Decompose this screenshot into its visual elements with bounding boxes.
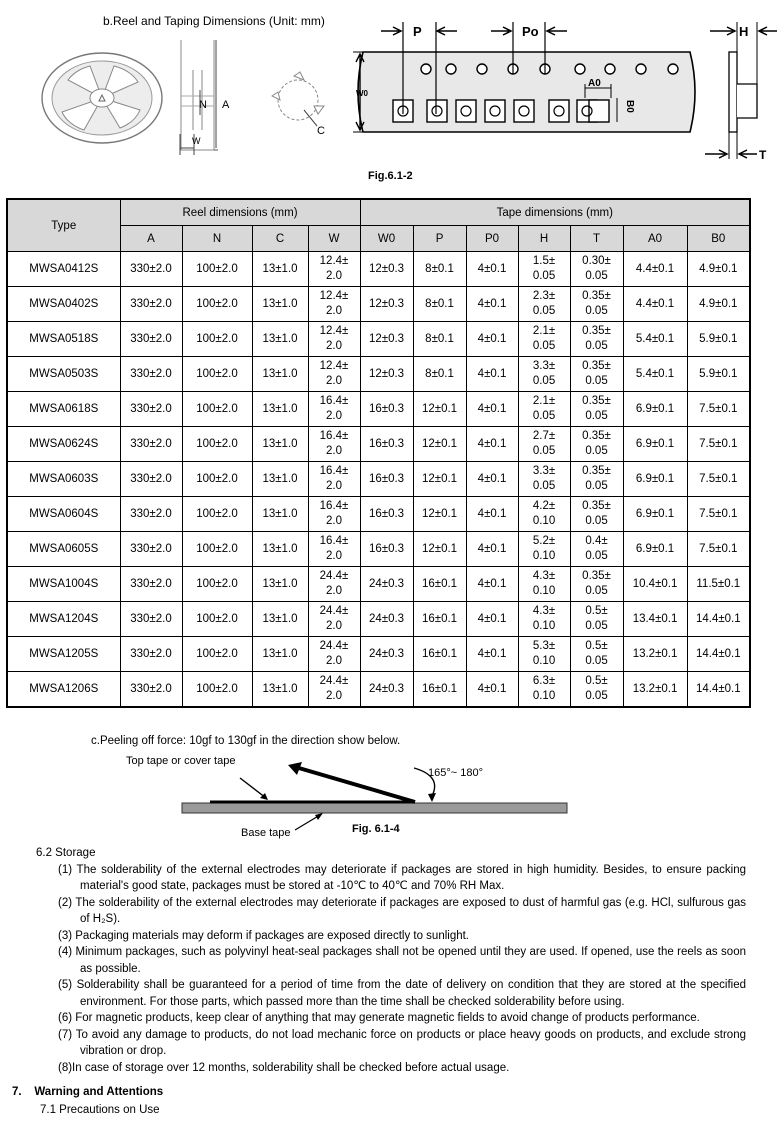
cell-t-value: 0.35± — [582, 570, 611, 582]
cell-h-value: 3.3± — [532, 360, 556, 372]
cell-w-value: 16.4± — [319, 465, 349, 477]
storage-item-5: (5) Solderability shall be guaranteed for a period of time from the date of delivery on condition that they are stored at the specified environment. For those parts, which passed more than the time shall be checked solderability before using. — [58, 979, 746, 1008]
cell-h-tolerance: 0.05 — [532, 410, 556, 422]
cell-type: MWSA1204S — [7, 602, 120, 637]
col-header-p: P — [413, 226, 466, 252]
cell-type: MWSA0618S — [7, 392, 120, 427]
cell-n: 100±2.0 — [182, 322, 252, 357]
cell-w — [308, 322, 360, 357]
cell-w0: 16±0.3 — [360, 427, 413, 462]
cell-p: 8±0.1 — [413, 252, 466, 287]
table-row — [7, 637, 750, 672]
cell-n: 100±2.0 — [182, 392, 252, 427]
cell-p0: 4±0.1 — [466, 252, 518, 287]
cell-w0: 16±0.3 — [360, 462, 413, 497]
cell-p: 12±0.1 — [413, 392, 466, 427]
cell-w-value: 12.4± — [319, 290, 349, 302]
cell-n: 100±2.0 — [182, 637, 252, 672]
cell-p0: 4±0.1 — [466, 672, 518, 708]
cell-n: 100±2.0 — [182, 672, 252, 708]
cell-p: 16±0.1 — [413, 602, 466, 637]
cell-w-value: 24.4± — [319, 605, 349, 617]
cell-h-value: 4.3± — [532, 605, 556, 617]
cell-n: 100±2.0 — [182, 602, 252, 637]
cell-p0: 4±0.1 — [466, 357, 518, 392]
cell-t-tolerance: 0.05 — [585, 690, 608, 702]
col-header-b0: B0 — [687, 226, 750, 252]
cell-h-tolerance: 0.10 — [532, 655, 556, 667]
cell-b0: 7.5±0.1 — [687, 427, 750, 462]
cell-w-value: 12.4± — [319, 255, 349, 267]
cell-w-tolerance: 2.0 — [326, 515, 342, 527]
cell-h — [518, 322, 570, 357]
cell-w0: 12±0.3 — [360, 252, 413, 287]
table-row — [7, 567, 750, 602]
tape-label-p0: Po — [522, 24, 539, 39]
cell-b0: 7.5±0.1 — [687, 532, 750, 567]
cell-type: MWSA0605S — [7, 532, 120, 567]
cell-w0: 16±0.3 — [360, 532, 413, 567]
cell-t — [570, 322, 623, 357]
reel-drawing — [40, 40, 340, 170]
cell-h-value: 1.5± — [532, 255, 556, 267]
table-row — [7, 392, 750, 427]
storage-item-8: (8)In case of storage over 12 months, solderability shall be checked before actual usage. — [58, 1061, 510, 1074]
cell-t — [570, 462, 623, 497]
cell-p0: 4±0.1 — [466, 532, 518, 567]
cell-w — [308, 532, 360, 567]
cell-w — [308, 637, 360, 672]
cell-t-value: 0.35± — [582, 500, 611, 512]
peeling-diagram — [180, 760, 575, 840]
cell-a0: 6.9±0.1 — [623, 392, 687, 427]
cell-a0: 5.4±0.1 — [623, 322, 687, 357]
cell-p: 8±0.1 — [413, 287, 466, 322]
tape-drawing — [345, 14, 780, 169]
reel-front-view — [42, 53, 162, 143]
cell-t-tolerance: 0.05 — [585, 410, 608, 422]
cell-h — [518, 287, 570, 322]
table-row — [7, 287, 750, 322]
cell-type: MWSA0402S — [7, 287, 120, 322]
cell-b0: 7.5±0.1 — [687, 392, 750, 427]
cell-h-tolerance: 0.05 — [532, 480, 556, 492]
cell-p0: 4±0.1 — [466, 287, 518, 322]
cell-w — [308, 392, 360, 427]
cell-w-tolerance: 2.0 — [326, 445, 342, 457]
fig-6-1-2-caption: Fig.6.1-2 — [368, 170, 413, 182]
cell-a0: 5.4±0.1 — [623, 357, 687, 392]
cell-a0: 6.9±0.1 — [623, 497, 687, 532]
cell-c: 13±1.0 — [252, 357, 308, 392]
reel-label-c: C — [317, 125, 325, 137]
cell-t-value: 0.35± — [582, 465, 611, 477]
cell-h-tolerance: 0.10 — [532, 585, 556, 597]
col-header-n: N — [182, 226, 252, 252]
cell-h-tolerance: 0.10 — [532, 620, 556, 632]
cell-type: MWSA0518S — [7, 322, 120, 357]
cell-c: 13±1.0 — [252, 497, 308, 532]
cell-w — [308, 462, 360, 497]
cell-t-tolerance: 0.05 — [585, 480, 608, 492]
cell-w-tolerance: 2.0 — [326, 375, 342, 387]
cell-c: 13±1.0 — [252, 567, 308, 602]
table-row — [7, 322, 750, 357]
col-header-p0: P0 — [466, 226, 518, 252]
group-header-tape: Tape dimensions (mm) — [360, 199, 750, 226]
cell-p0: 4±0.1 — [466, 322, 518, 357]
cell-t — [570, 287, 623, 322]
cell-h — [518, 392, 570, 427]
cell-a: 330±2.0 — [120, 672, 182, 708]
cell-t-value: 0.35± — [582, 360, 611, 372]
cell-t-tolerance: 0.05 — [585, 550, 608, 562]
cell-w0: 24±0.3 — [360, 637, 413, 672]
cell-a: 330±2.0 — [120, 567, 182, 602]
section-7-heading: 7. Warning and Attentions — [12, 1086, 164, 1098]
cell-a: 330±2.0 — [120, 322, 182, 357]
cell-a0: 13.2±0.1 — [623, 672, 687, 708]
cell-t-value: 0.35± — [582, 290, 611, 302]
cell-w0: 24±0.3 — [360, 567, 413, 602]
cell-h — [518, 567, 570, 602]
table-row — [7, 427, 750, 462]
cell-w-tolerance: 2.0 — [326, 690, 342, 702]
cell-c: 13±1.0 — [252, 427, 308, 462]
cell-w — [308, 427, 360, 462]
cell-h-value: 5.2± — [532, 535, 556, 547]
peeling-angle-label: 165°~ 180° — [428, 767, 483, 779]
cell-t-value: 0.5± — [585, 640, 608, 652]
cell-h-tolerance: 0.05 — [532, 270, 556, 282]
cell-h-tolerance: 0.05 — [532, 375, 556, 387]
tape-label-h: H — [739, 24, 749, 39]
cell-p: 8±0.1 — [413, 357, 466, 392]
cell-c: 13±1.0 — [252, 462, 308, 497]
cell-b0: 4.9±0.1 — [687, 287, 750, 322]
reel-label-w: W — [192, 136, 201, 146]
cell-p: 16±0.1 — [413, 567, 466, 602]
cell-t — [570, 252, 623, 287]
cell-t-tolerance: 0.05 — [585, 585, 608, 597]
fig-6-1-4-caption: Fig. 6.1-4 — [352, 823, 400, 835]
cell-w0: 12±0.3 — [360, 287, 413, 322]
cell-b0: 14.4±0.1 — [687, 602, 750, 637]
cell-t-tolerance: 0.05 — [585, 620, 608, 632]
cell-b0: 5.9±0.1 — [687, 322, 750, 357]
cell-w-tolerance: 2.0 — [326, 410, 342, 422]
col-header-t: T — [570, 226, 623, 252]
cell-t-tolerance: 0.05 — [585, 655, 608, 667]
cell-a: 330±2.0 — [120, 392, 182, 427]
cell-t — [570, 357, 623, 392]
cell-h-value: 2.1± — [532, 325, 556, 337]
cell-h-value: 5.3± — [532, 640, 556, 652]
table-row — [7, 357, 750, 392]
cell-a0: 6.9±0.1 — [623, 427, 687, 462]
peeling-title: c.Peeling off force: 10gf to 130gf in the direction show below. — [91, 735, 401, 747]
storage-item-3: (3) Packaging materials may deform if packages are exposed directly to sunlight. — [58, 929, 470, 942]
cell-p: 12±0.1 — [413, 532, 466, 567]
cell-w-tolerance: 2.0 — [326, 305, 342, 317]
cell-p0: 4±0.1 — [466, 602, 518, 637]
cell-a: 330±2.0 — [120, 497, 182, 532]
cell-b0: 14.4±0.1 — [687, 637, 750, 672]
cell-p0: 4±0.1 — [466, 427, 518, 462]
cell-b0: 14.4±0.1 — [687, 672, 750, 708]
cell-c: 13±1.0 — [252, 532, 308, 567]
cell-type: MWSA0412S — [7, 252, 120, 287]
tape-label-p: P — [413, 24, 422, 39]
cell-h-value: 2.1± — [532, 395, 556, 407]
cell-c: 13±1.0 — [252, 287, 308, 322]
col-header-w: W — [308, 226, 360, 252]
cell-w-value: 16.4± — [319, 430, 349, 442]
cell-h — [518, 497, 570, 532]
cell-t — [570, 427, 623, 462]
cell-w — [308, 287, 360, 322]
cell-type: MWSA1206S — [7, 672, 120, 708]
cell-a: 330±2.0 — [120, 427, 182, 462]
cell-t-value: 0.30± — [582, 255, 611, 267]
cell-t-tolerance: 0.05 — [585, 515, 608, 527]
cell-w — [308, 252, 360, 287]
cell-type: MWSA0503S — [7, 357, 120, 392]
cell-b0: 7.5±0.1 — [687, 462, 750, 497]
table-row — [7, 672, 750, 708]
storage-heading: 6.2 Storage — [36, 847, 96, 859]
cell-w-value: 16.4± — [319, 500, 349, 512]
cell-p0: 4±0.1 — [466, 637, 518, 672]
cell-n: 100±2.0 — [182, 357, 252, 392]
cell-n: 100±2.0 — [182, 462, 252, 497]
cell-w0: 12±0.3 — [360, 357, 413, 392]
table-row — [7, 602, 750, 637]
cell-w-tolerance: 2.0 — [326, 655, 342, 667]
cell-h — [518, 602, 570, 637]
cell-t — [570, 532, 623, 567]
tape-side-profile — [705, 22, 777, 162]
cell-h — [518, 357, 570, 392]
cell-h-value: 2.7± — [532, 430, 556, 442]
cell-p: 12±0.1 — [413, 427, 466, 462]
col-header-w0: W0 — [360, 226, 413, 252]
cell-p: 16±0.1 — [413, 637, 466, 672]
cell-w-tolerance: 2.0 — [326, 270, 342, 282]
storage-item-2: (2) The solderability of the external electrodes may deteriorate if packages are exposed to dust of harmful gas (e.g. HCl, sulfurous gas of H₂S). — [58, 896, 746, 925]
cell-w-tolerance: 2.0 — [326, 340, 342, 352]
storage-item-7: (7) To avoid any damage to products, do not load mechanic force on products or place heavy goods on products, and exclude strong vibration or drop. — [58, 1028, 746, 1057]
peeling-top-tape-label: Top tape or cover tape — [126, 755, 236, 767]
storage-item-4: (4) Minimum packages, such as polyvinyl heat-seal packages shall not be opened until they are used. If opened, use the reels as soon as possible. — [58, 946, 746, 975]
cell-h-tolerance: 0.10 — [532, 550, 556, 562]
cell-p: 12±0.1 — [413, 462, 466, 497]
cell-w-value: 24.4± — [319, 675, 349, 687]
cell-h-value: 3.3± — [532, 465, 556, 477]
cell-h-value: 4.3± — [532, 570, 556, 582]
cell-t — [570, 602, 623, 637]
cell-p0: 4±0.1 — [466, 392, 518, 427]
cell-a: 330±2.0 — [120, 287, 182, 322]
cell-w-tolerance: 2.0 — [326, 585, 342, 597]
cell-t — [570, 637, 623, 672]
cell-w0: 16±0.3 — [360, 392, 413, 427]
cell-t-value: 0.4± — [585, 535, 608, 547]
table-body — [7, 252, 750, 708]
cell-a: 330±2.0 — [120, 637, 182, 672]
table-row — [7, 252, 750, 287]
cell-w0: 16±0.3 — [360, 497, 413, 532]
cell-w-tolerance: 2.0 — [326, 620, 342, 632]
cell-h-tolerance: 0.10 — [532, 515, 556, 527]
cell-c: 13±1.0 — [252, 252, 308, 287]
cell-w — [308, 602, 360, 637]
cell-n: 100±2.0 — [182, 427, 252, 462]
cell-t-value: 0.35± — [582, 395, 611, 407]
cell-w-value: 24.4± — [319, 640, 349, 652]
cell-c: 13±1.0 — [252, 322, 308, 357]
cell-w-tolerance: 2.0 — [326, 550, 342, 562]
cell-w0: 24±0.3 — [360, 672, 413, 708]
cell-p: 16±0.1 — [413, 672, 466, 708]
cell-b0: 4.9±0.1 — [687, 252, 750, 287]
tape-label-a0: A0 — [588, 78, 601, 89]
cell-h-tolerance: 0.05 — [532, 340, 556, 352]
cell-h — [518, 672, 570, 708]
cell-a: 330±2.0 — [120, 462, 182, 497]
cell-w — [308, 567, 360, 602]
cell-t-tolerance: 0.05 — [585, 375, 608, 387]
cell-w — [308, 497, 360, 532]
col-header-type: Type — [7, 199, 120, 252]
cell-w-tolerance: 2.0 — [326, 480, 342, 492]
cell-b0: 5.9±0.1 — [687, 357, 750, 392]
cell-t-value: 0.35± — [582, 430, 611, 442]
cell-p0: 4±0.1 — [466, 567, 518, 602]
tape-label-t: T — [759, 148, 767, 162]
cell-t — [570, 497, 623, 532]
reel-figure-title: b.Reel and Taping Dimensions (Unit: mm) — [103, 14, 325, 28]
cell-t-value: 0.5± — [585, 605, 608, 617]
storage-item-6: (6) For magnetic products, keep clear of anything that may generate magnetic fields to avoid change of products performance. — [58, 1012, 700, 1024]
cell-w-value: 12.4± — [319, 325, 349, 337]
cell-c: 13±1.0 — [252, 672, 308, 708]
cell-t-tolerance: 0.05 — [585, 445, 608, 457]
cell-n: 100±2.0 — [182, 287, 252, 322]
cell-w0: 12±0.3 — [360, 322, 413, 357]
cell-c: 13±1.0 — [252, 392, 308, 427]
cell-type: MWSA1004S — [7, 567, 120, 602]
cell-h-value: 4.2± — [532, 500, 556, 512]
cell-h-value: 2.3± — [532, 290, 556, 302]
cell-h-tolerance: 0.05 — [532, 445, 556, 457]
cell-t-tolerance: 0.05 — [585, 340, 608, 352]
cell-p0: 4±0.1 — [466, 462, 518, 497]
cell-c: 13±1.0 — [252, 602, 308, 637]
cell-w — [308, 357, 360, 392]
reel-hub-detail — [272, 72, 324, 126]
dimensions-table — [6, 198, 751, 708]
reel-label-a: A — [222, 99, 230, 111]
cell-type: MWSA0624S — [7, 427, 120, 462]
cell-a: 330±2.0 — [120, 532, 182, 567]
col-header-h: H — [518, 226, 570, 252]
cell-w-value: 16.4± — [319, 535, 349, 547]
cell-h — [518, 532, 570, 567]
cell-a0: 4.4±0.1 — [623, 252, 687, 287]
cell-type: MWSA0603S — [7, 462, 120, 497]
cell-a: 330±2.0 — [120, 602, 182, 637]
cell-h-tolerance: 0.05 — [532, 305, 556, 317]
peeling-base-tape-label: Base tape — [241, 827, 291, 839]
cell-p0: 4±0.1 — [466, 497, 518, 532]
cell-w — [308, 672, 360, 708]
cell-a0: 13.2±0.1 — [623, 637, 687, 672]
table-row — [7, 497, 750, 532]
cell-type: MWSA1205S — [7, 637, 120, 672]
storage-item-1: (1) The solderability of the external electrodes may deteriorate if packages are stored in high humidity. Besides, to ensure packing material's good state, packages must be stored at -10℃ to 40℃ and 70% RH Max. — [58, 863, 746, 892]
cell-a0: 4.4±0.1 — [623, 287, 687, 322]
cell-t — [570, 392, 623, 427]
cell-h — [518, 462, 570, 497]
tape-label-w0: W0 — [356, 89, 368, 98]
col-header-c: C — [252, 226, 308, 252]
cell-t-value: 0.5± — [585, 675, 608, 687]
cell-a0: 10.4±0.1 — [623, 567, 687, 602]
tape-label-b0: B0 — [624, 100, 635, 113]
col-header-a0: A0 — [623, 226, 687, 252]
cell-p: 12±0.1 — [413, 497, 466, 532]
cell-w0: 24±0.3 — [360, 602, 413, 637]
table-row — [7, 532, 750, 567]
cell-n: 100±2.0 — [182, 532, 252, 567]
cell-a0: 13.4±0.1 — [623, 602, 687, 637]
cell-w-value: 16.4± — [319, 395, 349, 407]
cell-a: 330±2.0 — [120, 357, 182, 392]
section-7-1-heading: 7.1 Precautions on Use — [40, 1104, 160, 1116]
cell-b0: 7.5±0.1 — [687, 497, 750, 532]
reel-label-n: N — [199, 99, 207, 111]
group-header-reel: Reel dimensions (mm) — [120, 199, 360, 226]
cell-type: MWSA0604S — [7, 497, 120, 532]
cell-n: 100±2.0 — [182, 567, 252, 602]
cell-b0: 11.5±0.1 — [687, 567, 750, 602]
cell-w-value: 12.4± — [319, 360, 349, 372]
cell-p: 8±0.1 — [413, 322, 466, 357]
cell-h-value: 6.3± — [532, 675, 556, 687]
cell-w-value: 24.4± — [319, 570, 349, 582]
cell-t-tolerance: 0.05 — [585, 270, 608, 282]
cell-t-tolerance: 0.05 — [585, 305, 608, 317]
cell-n: 100±2.0 — [182, 252, 252, 287]
cell-t — [570, 672, 623, 708]
storage-section — [36, 845, 746, 1076]
cell-h — [518, 637, 570, 672]
cell-n: 100±2.0 — [182, 497, 252, 532]
cell-c: 13±1.0 — [252, 637, 308, 672]
cell-t — [570, 567, 623, 602]
cell-a0: 6.9±0.1 — [623, 532, 687, 567]
cell-t-value: 0.35± — [582, 325, 611, 337]
col-header-a: A — [120, 226, 182, 252]
cell-h — [518, 427, 570, 462]
cell-a0: 6.9±0.1 — [623, 462, 687, 497]
cell-a: 330±2.0 — [120, 252, 182, 287]
cell-h — [518, 252, 570, 287]
table-row — [7, 462, 750, 497]
cell-h-tolerance: 0.10 — [532, 690, 556, 702]
